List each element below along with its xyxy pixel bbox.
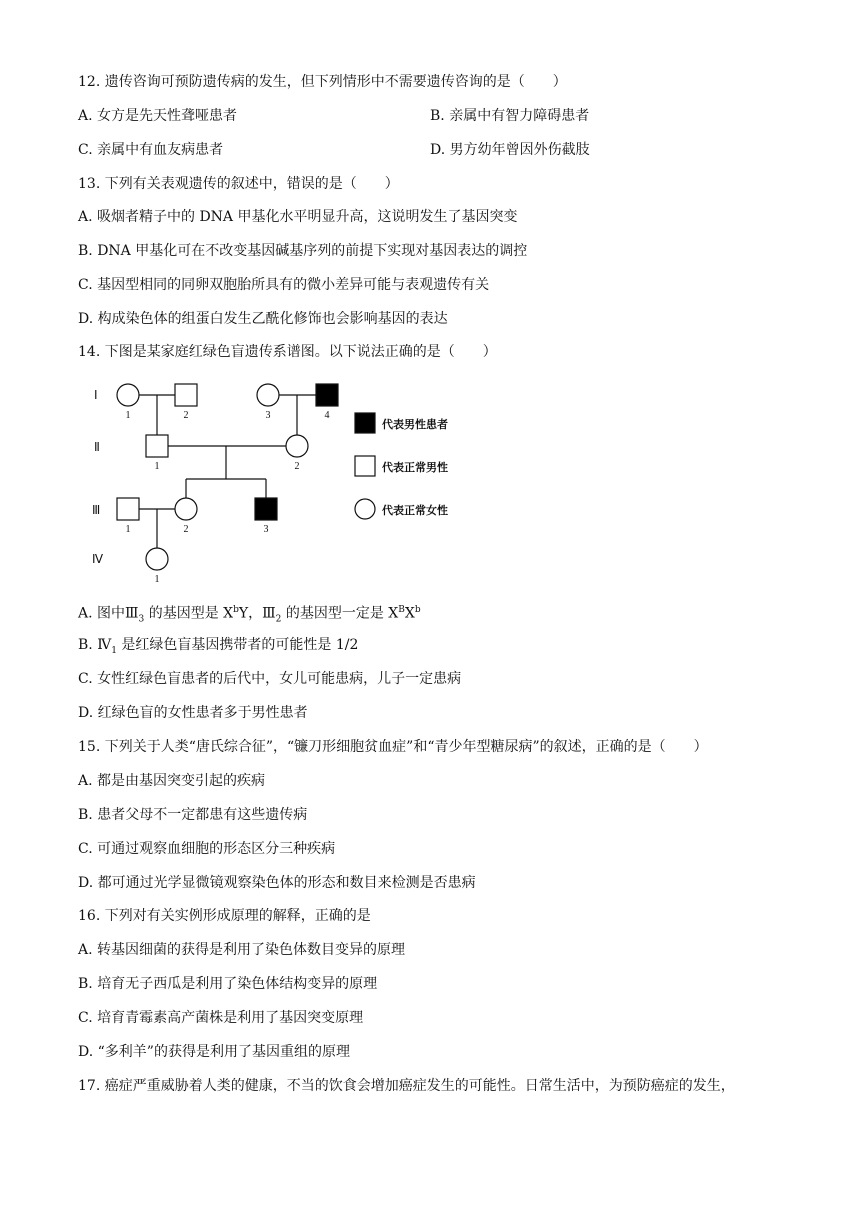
question-12-option-c: C. 亲属中有血友病患者 [78, 142, 224, 158]
question-12-stem: 12. 遗传咨询可预防遗传病的发生，但下列情形中不需要遗传咨询的是（ ） [78, 74, 567, 90]
legend-affected-male-label: 代表男性患者 [382, 419, 448, 431]
pedigree-IV1-female [146, 548, 168, 570]
generation-label-II: Ⅱ [94, 440, 100, 454]
question-17-stem: 17. 癌症严重威胁着人类的健康，不当的饮食会增加癌症发生的可能性。日常生活中，为预防癌症的发生， [78, 1078, 735, 1094]
question-16-option-a: A. 转基因细菌的获得是利用了染色体数目变异的原理 [78, 942, 406, 958]
pedigree-label-I4: 4 [324, 410, 330, 421]
question-12-option-b: B. 亲属中有智力障碍患者 [430, 108, 590, 124]
question-15-option-c: C. 可通过观察血细胞的形态区分三种疾病 [78, 841, 336, 857]
question-15-stem: 15. 下列关于人类“唐氏综合征”，“镰刀形细胞贫血症”和“青少年型糖尿病”的叙述，正确的是（ ） [78, 739, 708, 755]
question-14-option-d: D. 红绿色盲的女性患者多于男性患者 [78, 705, 308, 721]
question-14-option-b: B. $Ⅳ_1$ 是红绿色盲基因携带者的可能性是 1/2 [78, 637, 359, 656]
pedigree-label-I3: 3 [265, 410, 271, 421]
pedigree-I2-male [175, 384, 197, 406]
generation-label-IV: Ⅳ [92, 552, 104, 566]
pedigree-label-II1: 1 [154, 461, 160, 472]
question-12-option-d: D. 男方幼年曾因外伤截肢 [430, 142, 590, 158]
pedigree-label-I2: 2 [183, 410, 189, 421]
question-16-option-d: D. “多利羊”的获得是利用了基因重组的原理 [78, 1044, 350, 1060]
pedigree-I4-affected-male [316, 384, 338, 406]
pedigree-II1-male [146, 435, 168, 457]
question-16-option-b: B. 培育无子西瓜是利用了染色体结构变异的原理 [78, 976, 378, 992]
legend-affected-male-symbol [355, 413, 375, 433]
question-16-option-c: C. 培育青霉素高产菌株是利用了基因突变原理 [78, 1010, 364, 1026]
pedigree-III3-affected-male [255, 498, 277, 520]
pedigree-label-I1: 1 [125, 410, 131, 421]
legend-normal-female-symbol [355, 499, 375, 519]
generation-label-III: Ⅲ [92, 503, 101, 517]
legend-normal-male-label: 代表正常男性 [382, 462, 448, 474]
question-14-option-c: C. 女性红绿色盲患者的后代中，女儿可能患病，儿子一定患病 [78, 671, 462, 687]
question-14-option-a: A. 图中$Ⅲ_3$ 的基因型是 $X^bY$，$Ⅲ_2$ 的基因型一定是 $X^BX^b$ [78, 605, 421, 625]
pedigree-chart [78, 372, 498, 588]
pedigree-I3-female [257, 384, 279, 406]
pedigree-III1-male [117, 498, 139, 520]
question-14-stem: 14. 下图是某家庭红绿色盲遗传系谱图。以下说法正确的是（ ） [78, 344, 497, 360]
pedigree-II2-female [286, 435, 308, 457]
question-13-option-b: B. DNA 甲基化可在不改变基因碱基序列的前提下实现对基因表达的调控 [78, 243, 528, 259]
question-13-stem: 13. 下列有关表观遗传的叙述中，错误的是（ ） [78, 176, 399, 192]
question-15-option-d: D. 都可通过光学显微镜观察染色体的形态和数目来检测是否患病 [78, 875, 476, 891]
pedigree-label-III2: 2 [183, 524, 189, 535]
pedigree-I1-female [117, 384, 139, 406]
question-12-option-a: A. 女方是先天性聋哑患者 [78, 108, 238, 124]
pedigree-label-III3: 3 [263, 524, 269, 535]
pedigree-III2-female [175, 498, 197, 520]
question-13-option-d: D. 构成染色体的组蛋白发生乙酰化修饰也会影响基因的表达 [78, 311, 448, 327]
legend-normal-male-symbol [355, 456, 375, 476]
generation-label-I: Ⅰ [94, 388, 98, 402]
legend-normal-female-label: 代表正常女性 [382, 505, 448, 517]
question-15-option-b: B. 患者父母不一定都患有这些遗传病 [78, 807, 308, 823]
question-15-option-a: A. 都是由基因突变引起的疾病 [78, 773, 266, 789]
question-16-stem: 16. 下列对有关实例形成原理的解释，正确的是 [78, 908, 371, 924]
pedigree-label-II2: 2 [294, 461, 300, 472]
question-13-option-c: C. 基因型相同的同卵双胞胎所具有的微小差异可能与表观遗传有关 [78, 277, 490, 293]
pedigree-label-III1: 1 [125, 524, 131, 535]
pedigree-label-IV1: 1 [154, 574, 160, 585]
question-13-option-a: A. 吸烟者精子中的 DNA 甲基化水平明显升高，这说明发生了基因突变 [78, 209, 518, 225]
